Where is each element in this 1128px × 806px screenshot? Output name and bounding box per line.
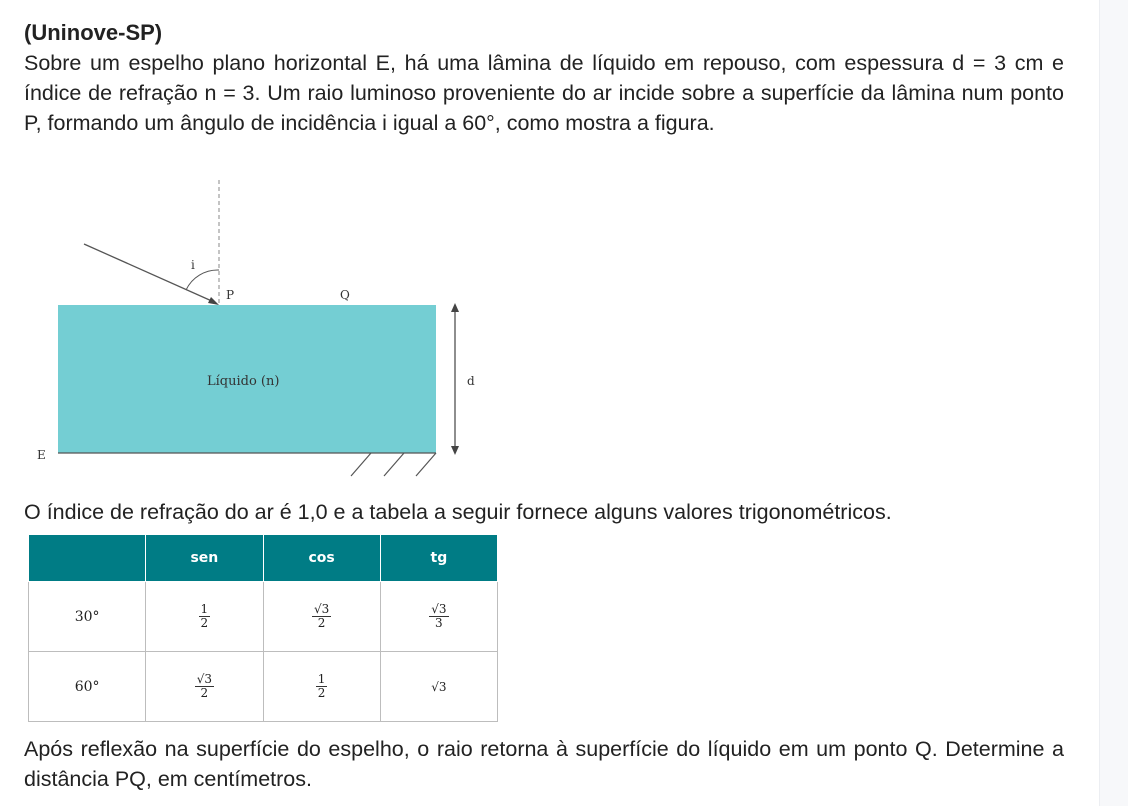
angle-cell: 60° xyxy=(29,652,146,722)
angle-cell: 30° xyxy=(29,582,146,652)
incident-ray xyxy=(84,244,214,302)
tg-cell xyxy=(380,582,497,652)
table-row xyxy=(29,652,498,722)
thickness-arrow-top xyxy=(451,303,459,312)
problem-source: (Uninove-SP) xyxy=(24,20,163,45)
incidence-angle-arc xyxy=(186,270,219,290)
point-label-p: P xyxy=(226,288,235,302)
angle-label-i: i xyxy=(191,258,195,272)
fraction-denominator: 2 xyxy=(200,616,209,630)
fraction xyxy=(312,603,331,630)
trig-header-tg: tg xyxy=(380,535,497,582)
mirror-hatch xyxy=(351,453,436,476)
fraction-denominator: 2 xyxy=(200,686,209,700)
thickness-arrow-bottom xyxy=(451,446,459,455)
fraction xyxy=(195,673,214,700)
sen-cell xyxy=(146,582,263,652)
question-text: Após reflexão na superfície do espelho, o raio retorna à superfície do líquido em um ponto Q. Determine a distância PQ, em centímetros. xyxy=(24,737,1064,791)
table-intro: O índice de refração do ar é 1,0 e a tabela a seguir fornece alguns valores trigonométricos. xyxy=(24,500,892,524)
right-sidebar xyxy=(1099,0,1128,806)
problem-text-block xyxy=(24,18,1064,138)
fraction-numerator: √3 xyxy=(313,602,330,616)
fraction-numerator: 1 xyxy=(317,672,326,686)
refraction-figure xyxy=(24,178,504,488)
fraction xyxy=(429,603,448,630)
point-label-q: Q xyxy=(340,288,350,302)
liquid-label: Líquido (n) xyxy=(207,374,280,389)
trig-table xyxy=(28,534,498,722)
fraction xyxy=(199,603,211,630)
fraction xyxy=(316,673,328,700)
thickness-label-d: d xyxy=(467,374,475,388)
cos-cell xyxy=(263,582,380,652)
fraction-denominator: 2 xyxy=(317,616,326,630)
table-row xyxy=(29,582,498,652)
trig-header-corner xyxy=(29,535,146,582)
trig-table-header-row xyxy=(29,535,498,582)
fraction-denominator: 3 xyxy=(435,616,443,630)
fraction-numerator: √3 xyxy=(431,602,447,616)
fraction-numerator: √3 xyxy=(196,672,213,686)
trig-header-cos: cos xyxy=(263,535,380,582)
tg-value: √3 xyxy=(431,679,447,694)
problem-statement: Sobre um espelho plano horizontal E, há uma lâmina de líquido em repouso, com espessura d = 3 cm e índice de refração n = 3. Um raio luminoso proveniente do ar incide sobre a superfície da lâmina num ponto P, formando um ângulo de incidência i igual a 60°, como mostra a figura. xyxy=(24,51,1064,135)
sen-cell xyxy=(146,652,263,722)
incident-ray-arrowhead xyxy=(208,297,219,305)
fraction-denominator: 2 xyxy=(317,686,326,700)
mirror-label-e: E xyxy=(37,448,46,462)
trig-header-sen: sen xyxy=(146,535,263,582)
fraction-numerator: 1 xyxy=(200,602,209,616)
tg-cell xyxy=(380,652,497,722)
cos-cell xyxy=(263,652,380,722)
